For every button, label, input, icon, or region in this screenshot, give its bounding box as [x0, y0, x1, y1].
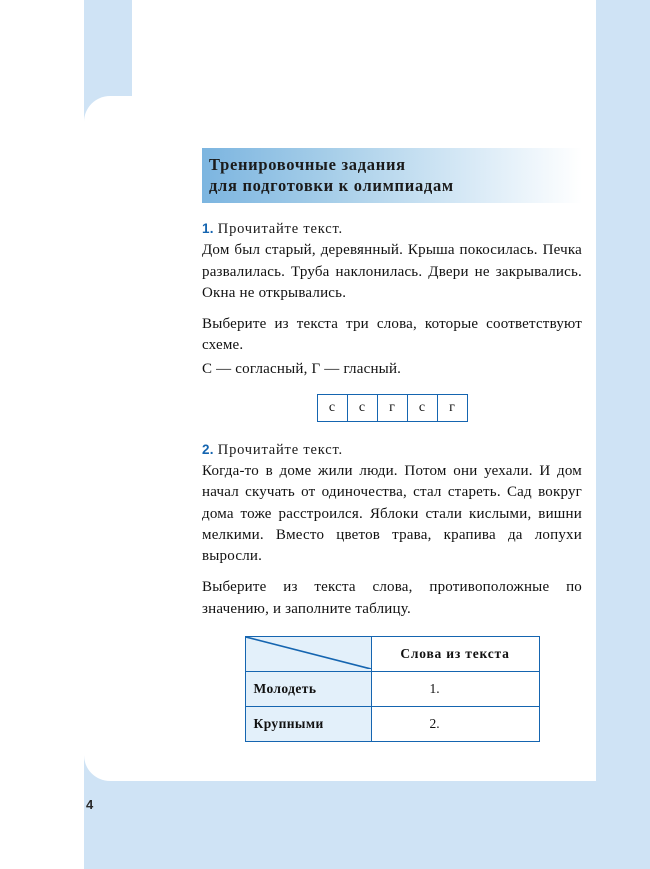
scheme-diagram [202, 394, 582, 422]
table-row [245, 707, 539, 742]
table-row [245, 672, 539, 707]
scheme-cell: г [449, 400, 455, 415]
table-header-words: Слова из текста [371, 637, 539, 672]
scheme-grid [317, 394, 468, 422]
table-corner-cell [245, 637, 371, 672]
answers-table-wrapper [202, 636, 582, 742]
table-row-label: Крупными [245, 707, 371, 742]
table-answer-text: 2. [429, 716, 440, 732]
table-header-row [245, 637, 539, 672]
task-1-heading [202, 221, 582, 238]
answers-table [245, 636, 540, 742]
task-2-instruction: Прочитайте текст. [217, 442, 343, 458]
task-2-text: Когда-то в доме жили люди. Потом они уехали. И дом начал скучать от одиночества, стал стареть. Сад вокруг дома тоже расстроился. Яблоки стали кислыми, вишни мелкими. Вместо цветов трава, крапива да лопухи выросли. [202, 463, 582, 565]
section-header-banner [202, 148, 582, 203]
task-2 [202, 442, 582, 742]
diagonal-line-icon [246, 637, 371, 669]
task-1-instruction: Прочитайте текст. [217, 221, 343, 238]
background-band-bottom [84, 781, 650, 869]
table-row-label: Молодеть [245, 672, 371, 707]
page-content [202, 148, 582, 758]
table-answer-cell[interactable] [371, 707, 539, 742]
scheme-cell: с [348, 395, 378, 421]
task-1-number: 1. [202, 221, 214, 237]
task-1-legend: С — согласный, Г — гласный. [202, 360, 402, 377]
scheme-cell: с [408, 395, 438, 421]
table-answer-text: 1. [429, 681, 440, 697]
scheme-cell: с [318, 395, 348, 421]
task-1-question: Выберите из текста три слова, которые соответствуют схеме. [202, 316, 582, 354]
task-2-question: Выберите из текста слова, противоположные по значению, и заполните таблицу. [202, 579, 582, 617]
table-answer-cell[interactable] [371, 672, 539, 707]
page-number: 4 [86, 797, 94, 812]
section-title-line-1: Тренировочные задания [209, 155, 406, 174]
task-2-heading [202, 442, 582, 459]
scheme-cell: г [378, 395, 408, 421]
section-title-line-2: для подготовки к олимпиадам [209, 176, 454, 196]
task-2-number: 2. [202, 442, 214, 457]
task-1 [202, 221, 582, 422]
task-1-text: Дом был старый, деревянный. Крыша покосилась. Печка развалилась. Труба наклонилась. Двери не закрывались. Окна не открывались. [202, 242, 582, 301]
background-band-right [596, 0, 650, 869]
